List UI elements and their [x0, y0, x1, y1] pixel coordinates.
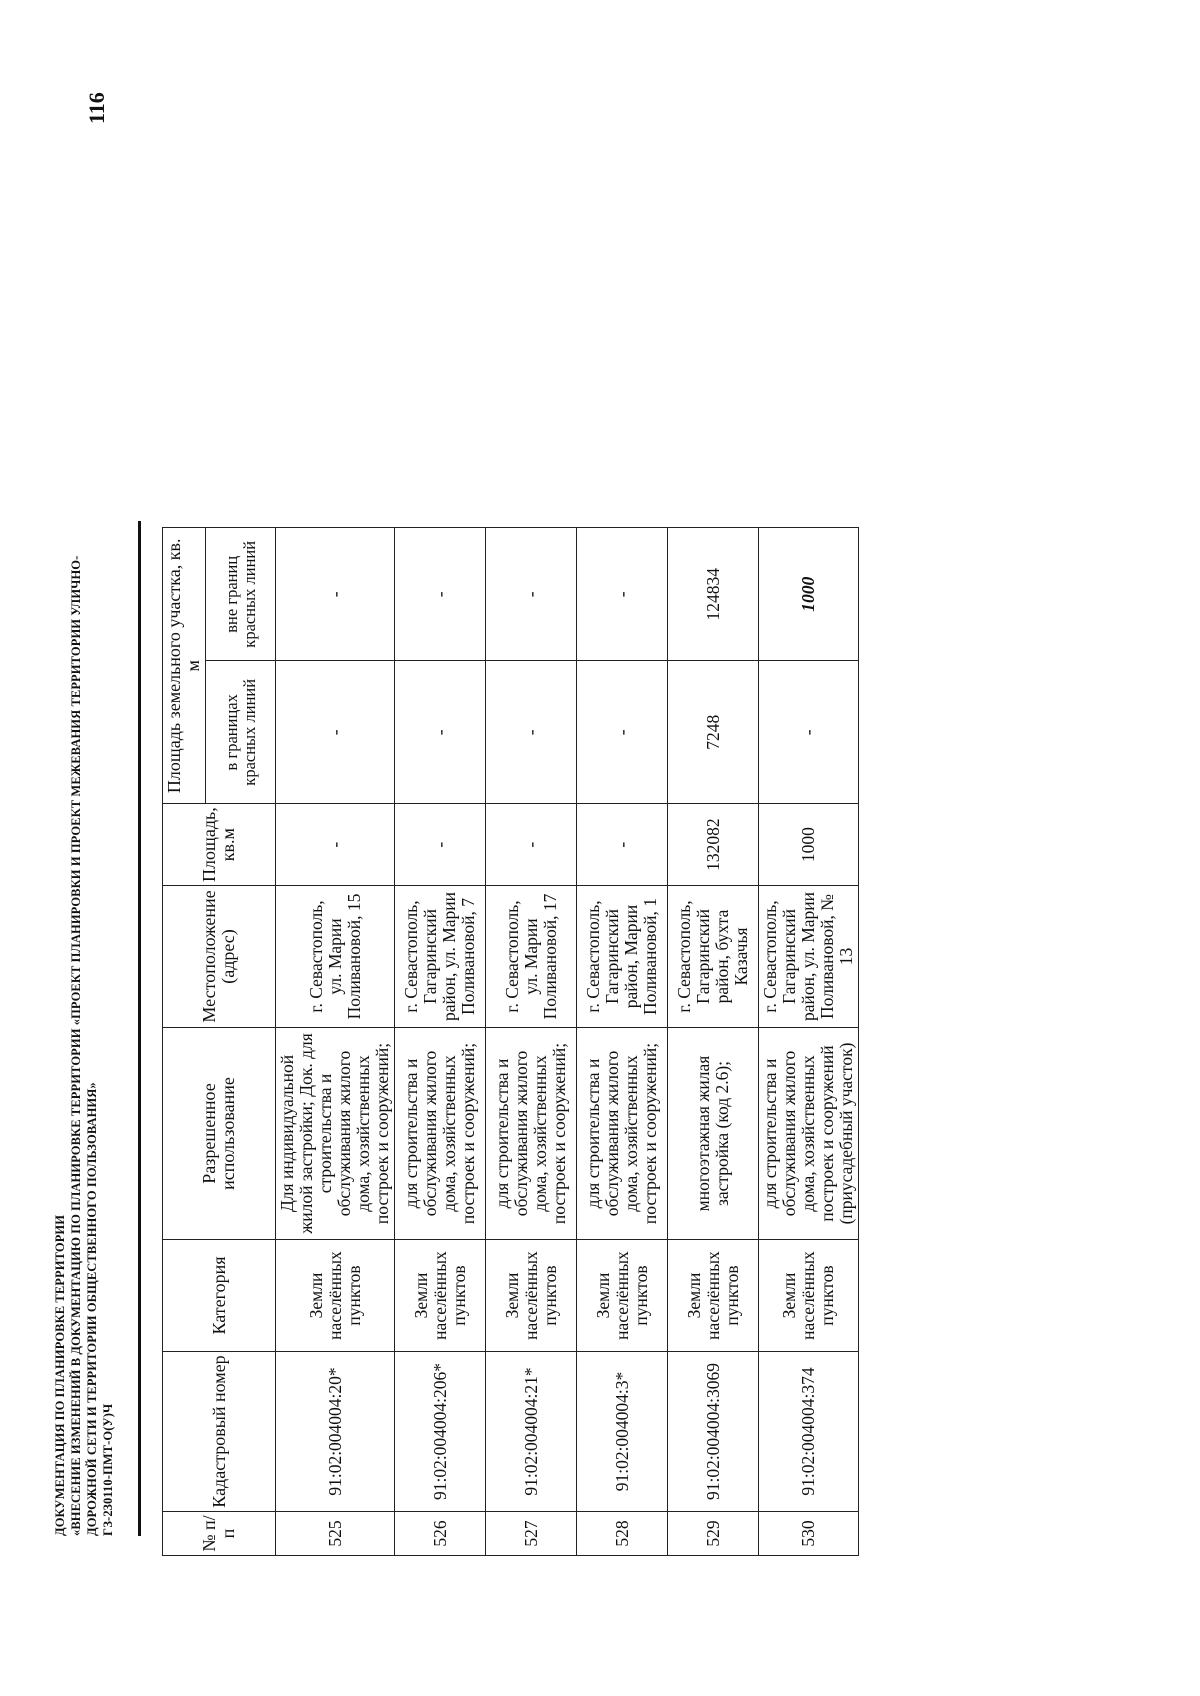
document-header [52, 236, 116, 1536]
cell-cadastral: 91:02:004004:3069 [668, 1352, 759, 1512]
cell-within-red-lines: - [395, 661, 486, 804]
cell-outside-red-lines: 124834 [668, 528, 759, 661]
cell-category: Земли населённых пунктов [577, 1240, 668, 1352]
cell-num: 525 [276, 1512, 395, 1556]
table-row [276, 528, 395, 1556]
header-category: Категория [163, 1240, 276, 1352]
header-land-area: Площадь земельного участка, кв. м [163, 528, 206, 804]
cell-within-red-lines: - [759, 661, 859, 804]
cell-cadastral: 91:02:004004:3* [577, 1352, 668, 1512]
cell-category: Земли населённых пунктов [668, 1240, 759, 1352]
header-within-red-lines: в границах красных линий [206, 661, 276, 804]
cell-within-red-lines: 7248 [668, 661, 759, 804]
header-location: Местоположение (адрес) [163, 886, 276, 1028]
cell-location: г. Севастополь, Гагаринский район, ул. Марии Поливановой, № 13 [759, 886, 859, 1028]
table-row [668, 528, 759, 1556]
cell-cadastral: 91:02:004004:206* [395, 1352, 486, 1512]
cell-location: г. Севастополь, ул. Марии Поливановой, 17 [486, 886, 577, 1028]
cell-permitted-use: для строительства и обслуживания жилого дома, хозяйственных построек и сооружений; [395, 1028, 486, 1240]
cell-permitted-use: для строительства и обслуживания жилого дома, хозяйственных построек и сооружений (приусадебный участок) [759, 1028, 859, 1240]
cell-cadastral: 91:02:004004:374 [759, 1352, 859, 1512]
header-num: № п/п [163, 1512, 276, 1556]
cell-outside-red-lines: 1000 [759, 528, 859, 661]
cell-within-red-lines: - [276, 661, 395, 804]
header-line: «ВНЕСЕНИЕ ИЗМЕНЕНИЙ В ДОКУМЕНТАЦИЮ ПО ПЛАНИРОВКЕ ТЕРРИТОРИИ «ПРОЕКТ ПЛАНИРОВКИ И ПРОЕКТ МЕЖЕВАНИЯ ТЕРРИТОРИИ УЛИЧНО- [69, 555, 83, 1536]
header-line: ДОКУМЕНТАЦИЯ ПО ПЛАНИРОВКЕ ТЕРРИТОРИИ [53, 1214, 67, 1536]
cell-permitted-use: для строительства и обслуживания жилого дома, хозяйственных построек и сооружений; [486, 1028, 577, 1240]
cell-num: 528 [577, 1512, 668, 1556]
cell-outside-red-lines: - [276, 528, 395, 661]
cell-area: - [276, 804, 395, 886]
header-divider [138, 521, 141, 1536]
cell-permitted-use: для строительства и обслуживания жилого дома, хозяйственных построек и сооружений; [577, 1028, 668, 1240]
cell-num: 530 [759, 1512, 859, 1556]
cell-outside-red-lines: - [577, 528, 668, 661]
cell-num: 527 [486, 1512, 577, 1556]
cell-num: 529 [668, 1512, 759, 1556]
cell-area: 132082 [668, 804, 759, 886]
page-number: 116 [84, 92, 109, 124]
header-cadastral: Кадастровый номер [163, 1352, 276, 1512]
cell-category: Земли населённых пунктов [759, 1240, 859, 1352]
land-parcel-table [162, 527, 859, 1556]
cell-cadastral: 91:02:004004:20* [276, 1352, 395, 1512]
cell-area: - [395, 804, 486, 886]
cell-area: 1000 [759, 804, 859, 886]
cell-location: г. Севастополь, ул. Марии Поливановой, 15 [276, 886, 395, 1028]
cell-within-red-lines: - [486, 661, 577, 804]
cell-category: Земли населённых пунктов [486, 1240, 577, 1352]
header-outside-red-lines: вне границ красных линий [206, 528, 276, 661]
table-row [395, 528, 486, 1556]
table-row [486, 528, 577, 1556]
cell-category: Земли населённых пунктов [276, 1240, 395, 1352]
header-line: ДОРОЖНОЙ СЕТИ И ТЕРРИТОРИИ ОБЩЕСТВЕННОГО ПОЛЬЗОВАНИЯ» [85, 1082, 99, 1536]
cell-num: 526 [395, 1512, 486, 1556]
cell-area: - [577, 804, 668, 886]
table-row [577, 528, 668, 1556]
cell-permitted-use: Для индивидуальной жилой застройки; Док. для строительства и обслуживания жилого дома, хозяйственных построек и сооружений; [276, 1028, 395, 1240]
header-area: Площадь, кв.м [163, 804, 276, 886]
cell-location: г. Севастополь, Гагаринский район, Марии Поливановой, 1 [577, 886, 668, 1028]
cell-location: г. Севастополь, Гагаринский район, бухта Казачья [668, 886, 759, 1028]
cell-area: - [486, 804, 577, 886]
cell-outside-red-lines: - [486, 528, 577, 661]
header-line: ГЗ-230110-ПМТ-О(У)Ч [101, 1403, 115, 1536]
header-permitted-use: Разрешенное использование [163, 1028, 276, 1240]
cell-outside-red-lines: - [395, 528, 486, 661]
cell-category: Земли населённых пунктов [395, 1240, 486, 1352]
cell-cadastral: 91:02:004004:21* [486, 1352, 577, 1512]
cell-permitted-use: многоэтажная жилая застройка (код 2.6); [668, 1028, 759, 1240]
table-row [759, 528, 859, 1556]
cell-location: г. Севастополь, Гагаринский район, ул. Марии Поливановой, 7 [395, 886, 486, 1028]
cell-within-red-lines: - [577, 661, 668, 804]
